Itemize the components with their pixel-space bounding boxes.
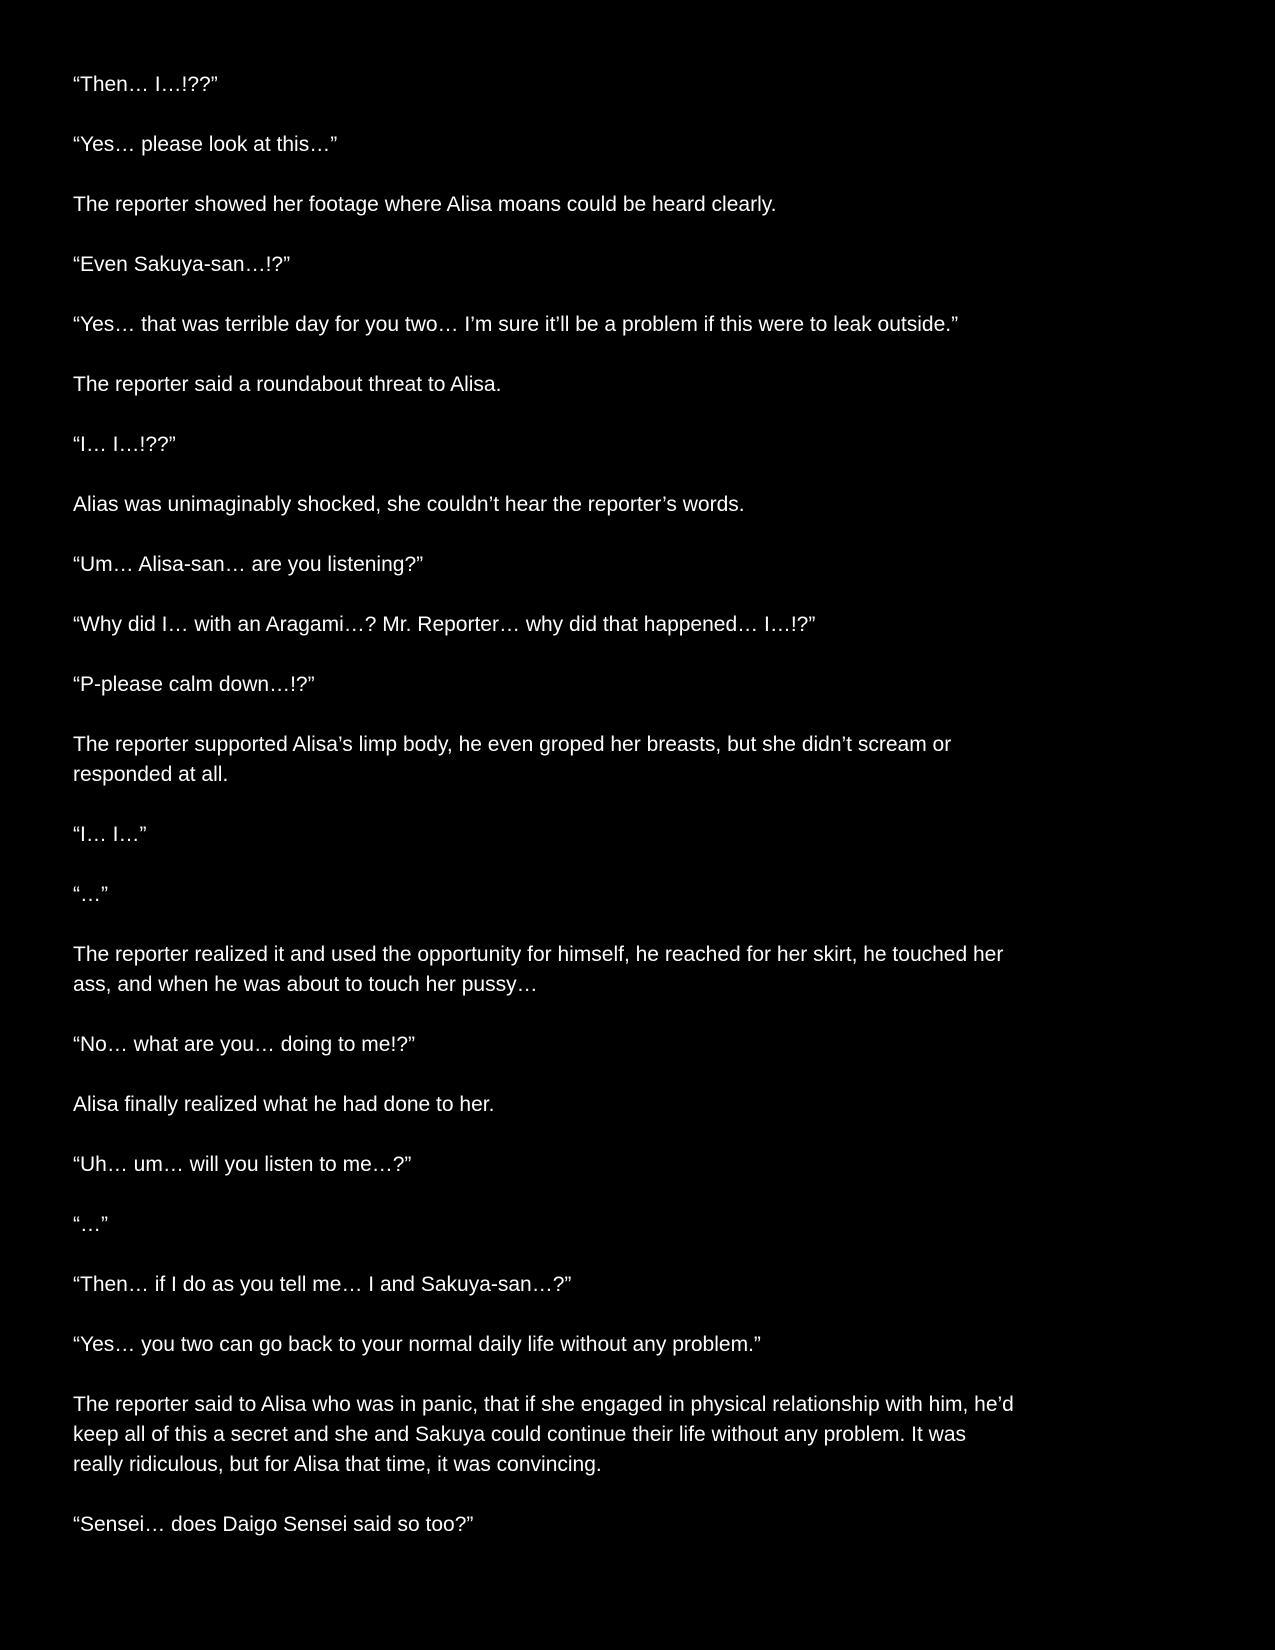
narration-paragraph	[73, 370, 1235, 400]
narration-paragraph	[73, 730, 1235, 790]
text-line: “Even Sakuya-san…!?”	[73, 253, 291, 276]
dialogue-paragraph	[73, 1150, 1235, 1180]
text-line: The reporter supported Alisa’s limp body, he even groped her breasts, but she didn’t scream or	[73, 733, 952, 756]
text-line: Alias was unimaginably shocked, she couldn’t hear the reporter’s words.	[73, 493, 745, 516]
text-line: “Um… Alisa-san… are you listening?”	[73, 553, 424, 576]
text-line: The reporter showed her footage where Alisa moans could be heard clearly.	[73, 193, 777, 216]
dialogue-paragraph	[73, 1510, 1235, 1540]
text-line: “Yes… please look at this…”	[73, 133, 338, 156]
dialogue-paragraph	[73, 1210, 1235, 1240]
dialogue-paragraph	[73, 430, 1235, 460]
text-line: “Why did I… with an Aragami…? Mr. Reporter… why did that happened… I…!?”	[73, 613, 816, 636]
text-line: really ridiculous, but for Alisa that time, it was convincing.	[73, 1453, 602, 1476]
narration-paragraph	[73, 190, 1235, 220]
text-line: The reporter said a roundabout threat to Alisa.	[73, 373, 502, 396]
text-line: keep all of this a secret and she and Sakuya could continue their life without any problem. It was	[73, 1423, 967, 1446]
dialogue-paragraph	[73, 310, 1235, 340]
dialogue-paragraph	[73, 70, 1235, 100]
narration-paragraph	[73, 490, 1235, 520]
text-line: The reporter realized it and used the opportunity for himself, he reached for her skirt, he touched her	[73, 943, 1004, 966]
narration-paragraph	[73, 940, 1235, 1000]
text-line: “Then… I…!??”	[73, 73, 218, 96]
dialogue-paragraph	[73, 610, 1235, 640]
dialogue-paragraph	[73, 820, 1235, 850]
dialogue-paragraph	[73, 1030, 1235, 1060]
text-line: The reporter said to Alisa who was in panic, that if she engaged in physical relationship with him, he’d	[73, 1393, 1014, 1416]
dialogue-paragraph	[73, 670, 1235, 700]
text-line: “No… what are you… doing to me!?”	[73, 1033, 415, 1056]
narration-paragraph	[73, 1090, 1235, 1120]
dialogue-paragraph	[73, 130, 1235, 160]
dialogue-paragraph	[73, 880, 1235, 910]
dialogue-paragraph	[73, 1330, 1235, 1360]
dialogue-paragraph	[73, 550, 1235, 580]
text-line: “Then… if I do as you tell me… I and Sakuya-san…?”	[73, 1273, 572, 1296]
text-line: “Uh… um… will you listen to me…?”	[73, 1153, 412, 1176]
text-line: “Yes… that was terrible day for you two… I’m sure it’ll be a problem if this were to leak outside.”	[73, 313, 959, 336]
narration-paragraph	[73, 1390, 1235, 1480]
dialogue-paragraph	[73, 1270, 1235, 1300]
text-line: Alisa finally realized what he had done to her.	[73, 1093, 495, 1116]
text-line: “I… I…”	[73, 823, 147, 846]
text-line: responded at all.	[73, 763, 229, 786]
text-line: “Yes… you two can go back to your normal daily life without any problem.”	[73, 1333, 761, 1356]
text-line: “I… I…!??”	[73, 433, 176, 456]
text-line: “P-please calm down…!?”	[73, 673, 315, 696]
text-line: ass, and when he was about to touch her pussy…	[73, 973, 538, 996]
text-line: “…”	[73, 1213, 108, 1236]
text-line: “…”	[73, 883, 108, 906]
dialogue-paragraph	[73, 250, 1235, 280]
text-line: “Sensei… does Daigo Sensei said so too?”	[73, 1513, 474, 1536]
